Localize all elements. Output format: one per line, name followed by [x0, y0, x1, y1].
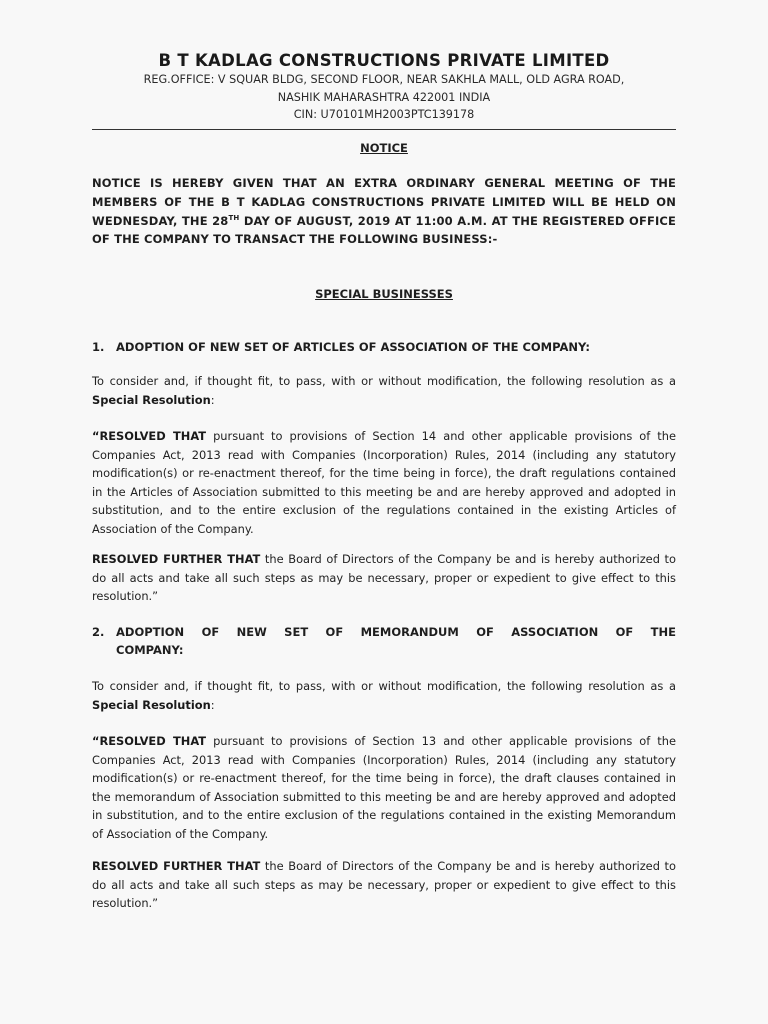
item-1-heading — [92, 338, 676, 356]
item-2-intro — [92, 677, 676, 714]
registered-office-address — [92, 71, 676, 124]
item-2-resolution — [92, 732, 676, 844]
company-name: B T KADLAG CONSTRUCTIONS PRIVATE LIMITED — [158, 51, 610, 70]
item-2-heading — [92, 623, 676, 659]
item-1-resolved-further-text: the Board of Directors of the Company be and is hereby authorized to do all acts and take all such steps as may be necessary, proper or expedient to give effect to this resolution.” — [92, 552, 676, 604]
item-1-intro-end: : — [210, 392, 215, 407]
notice-paragraph — [92, 174, 676, 249]
notice-text-part2: DAY OF AUGUST, 2019 AT 11:00 A.M. AT THE REGISTERED OFFICE OF THE COMPANY TO TRANSACT THE FOLLOWING BUSINESS:- — [92, 213, 676, 247]
special-businesses-title: SPECIAL BUSINESSES — [315, 287, 453, 301]
cin-number: CIN: U70101MH2003PTC139178 — [293, 108, 475, 121]
item-1-intro-bold: Special Resolution — [92, 392, 211, 407]
address-line-2: NASHIK MAHARASHTRA 422001 INDIA — [277, 90, 491, 104]
item-1-heading-text: ADOPTION OF NEW SET OF ARTICLES OF ASSOCIATION OF THE COMPANY: — [116, 340, 590, 354]
item-2-resolved-further-text: the Board of Directors of the Company be and is hereby authorized to do all acts and take all such steps as may be necessary, proper or expedient to give effect to this resolution.” — [92, 859, 676, 911]
notice-text-part1: NOTICE IS HEREBY GIVEN THAT AN EXTRA ORDINARY GENERAL MEETING OF THE MEMBERS OF THE B T KADLAG CONSTRUCTIONS PRIVATE LIMITED WILL BE HELD ON WEDNESDAY, THE 28 — [92, 176, 676, 228]
item-1-resolved-label: “RESOLVED THAT — [92, 429, 207, 443]
item-1-resolution — [92, 427, 676, 539]
item-2-resolved-further — [92, 857, 676, 913]
item-2-resolution-text: pursuant to provisions of Section 13 and other applicable provisions of the Companies Act, 2013 read with Companies (Incorporation) Rules, 2014 (including any statutory modification(s) or re-enactment thereof, for the time being in force), the draft clauses contained in the memorandum of Association submitted to this meeting be and are hereby approved and adopted in substitution, and to the entire exclusion of the regulations contained in the existing Memorandum of Association of the Company. — [92, 734, 676, 841]
item-1-resolved-further-label: RESOLVED FURTHER THAT — [92, 552, 261, 566]
item-2-intro-text: To consider and, if thought fit, to pass, with or without modification, the following resolution as a — [92, 679, 676, 693]
item-2-intro-bold: Special Resolution — [92, 697, 211, 712]
notice-title: NOTICE — [360, 141, 408, 155]
item-2-heading-line-2: COMPANY: — [116, 643, 184, 657]
header-divider — [92, 129, 676, 130]
item-2-intro-end: : — [210, 697, 215, 712]
item-1-resolution-text: pursuant to provisions of Section 14 and other applicable provisions of the Companies Act, 2013 read with Companies (Incorporation) Rules, 2014 (including any statutory modification(s) or re-enactment thereof, for the time being in force), the draft regulations contained in the Articles of Association submitted to this meeting be and are hereby approved and adopted in substitution, and to the entire exclusion of the regulations contained in the existing Articles of Association of the Company. — [92, 429, 676, 536]
item-2-resolved-further-label: RESOLVED FURTHER THAT — [92, 859, 261, 873]
item-1-resolved-further — [92, 550, 676, 606]
item-2-number: 2. — [92, 625, 105, 639]
item-2-resolved-label: “RESOLVED THAT — [92, 734, 207, 748]
ordinal-suffix: TH — [228, 213, 240, 222]
item-1-intro-text: To consider and, if thought fit, to pass, with or without modification, the following resolution as a — [92, 374, 676, 388]
item-1-number: 1. — [92, 340, 105, 354]
address-line-1: REG.OFFICE: V SQUAR BLDG, SECOND FLOOR, NEAR SAKHLA MALL, OLD AGRA ROAD, — [143, 73, 625, 86]
item-1-intro — [92, 372, 676, 409]
item-2-heading-line-1 — [92, 623, 676, 641]
item-2-heading-text-1: ADOPTION OF NEW SET OF MEMORANDUM OF ASSOCIATION OF THE — [116, 625, 676, 639]
